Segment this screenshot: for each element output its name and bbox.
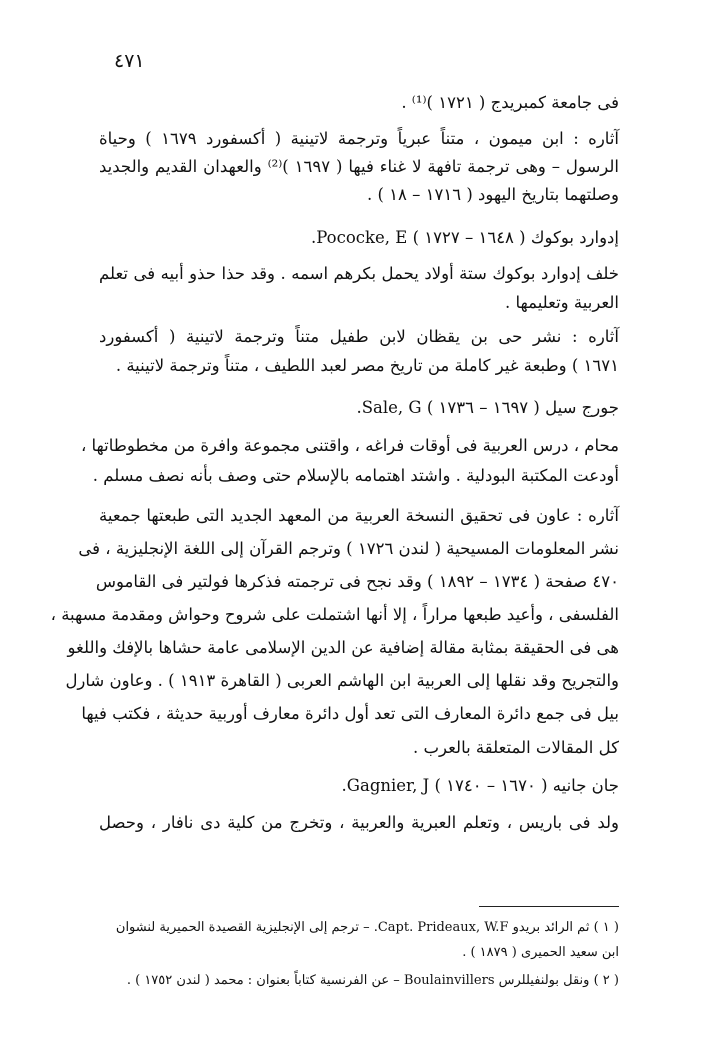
body-line: خلف إدوارد بوكوك ستة أولاد يحمل بكرهم اسمه . وقد حذا حذو أبيه فى تعلم — [99, 264, 619, 283]
body-line: آثاره : نشر حى بن يقظان لابن طفيل متناً وترجمة لاتينية ( أكسفورد — [99, 327, 619, 346]
body-line: بيل فى جمع دائرة المعارف التى تعد أول دائرة معارف أوربية حديثة ، فكتب فيها — [81, 704, 619, 723]
body-line: آثاره : ابن ميمون ، متناً عبرياً وترجمة لاتينية ( أكسفورد ١٦٧٩ ) وحياة — [99, 129, 620, 148]
footnote-1: ( ١ ) ثم الرائد بريدو Capt. Prideaux, W.F. – ترجم إلى الإنجليزية القصيدة الحميرية لنشوان — [115, 920, 619, 935]
body-line: أودعت المكتبة البودلية . واشتد اهتمامه بالإسلام حتى وصف بأنه نصف مسلم . — [92, 466, 619, 485]
section-heading-sale: جورج سيل ( ١٦٩٧ – ١٧٣٦ ) Sale, G. — [356, 398, 619, 417]
page-number: ٤٧١ — [114, 50, 145, 72]
footnote-2: ( ٢ ) ونقل بولنفيللرس Boulainvillers – عن الفرنسية كتاباً بعنوان : محمد ( لندن ١٧٥٢ ) . — [126, 973, 619, 988]
body-line: هى فى الحقيقة بمثابة مقالة إضافية عن الدين الإسلامى عامة حشاها بالإفك واللغو — [67, 638, 619, 657]
body-line: كل المقالات المتعلقة بالعرب . — [412, 738, 619, 757]
footnote-separator — [479, 906, 619, 907]
body-line: ٤٧٠ صفحة ( ١٧٣٤ – ١٨٩٢ ) وقد نجح فى ترجمته فذكرها فولتير فى القاموس — [95, 572, 619, 591]
footnote-1-continued: ابن سعيد الحميرى ( ١٨٧٩ ) . — [462, 945, 619, 960]
section-heading-gagnier: جان جانيه ( ١٦٧٠ – ١٧٤٠ ) Gagnier, J. — [341, 776, 619, 795]
body-line: ولد فى باريس ، وتعلم العبرية والعربية ، وتخرج من كلية دى نافار ، وحصل — [99, 813, 619, 832]
body-line: فى جامعة كمبريدج ( ١٧٢١ )⁽¹⁾ . — [401, 93, 619, 112]
section-heading-pococke: إدوارد بوكوك ( ١٦٤٨ – ١٧٢٧ ) Pococke, E. — [310, 228, 619, 247]
body-line: ١٦٧١ ) وطبعة غير كاملة من تاريخ مصر لعبد اللطيف ، متناً وترجمة لاتينية . — [115, 356, 619, 375]
body-line: آثاره : عاون فى تحقيق النسخة العربية من المعهد الجديد التى طبعتها جمعية — [99, 506, 619, 525]
body-line: العربية وتعليمها . — [505, 293, 619, 312]
body-line: الرسول – وهى ترجمة تافهة لا غناء فيها ( ١٦٩٧ )⁽²⁾ والعهدان القديم والجديد — [99, 157, 619, 176]
body-line: الفلسفى ، وأعيد طبعها مراراً ، إلا أنها اشتملت على شروح وحواش ومقدمة مسهبة ، — [50, 605, 619, 624]
body-line: محام ، درس العربية فى أوقات فراغه ، واقتنى مجموعة وافرة من مخطوطاتها ، — [80, 436, 619, 455]
body-line: نشر المعلومات المسيحية ( لندن ١٧٢٦ ) وترجم القرآن إلى اللغة الإنجليزية ، فى — [78, 539, 619, 558]
body-line: والتجريح وقد نقلها إلى العربية ابن الهاشم العربى ( القاهرة ١٩١٣ ) . وعاون شارل — [65, 671, 619, 690]
body-line: وصلتهما بتاريخ اليهود ( ١٧١٦ – ١٨ ) . — [367, 185, 619, 204]
